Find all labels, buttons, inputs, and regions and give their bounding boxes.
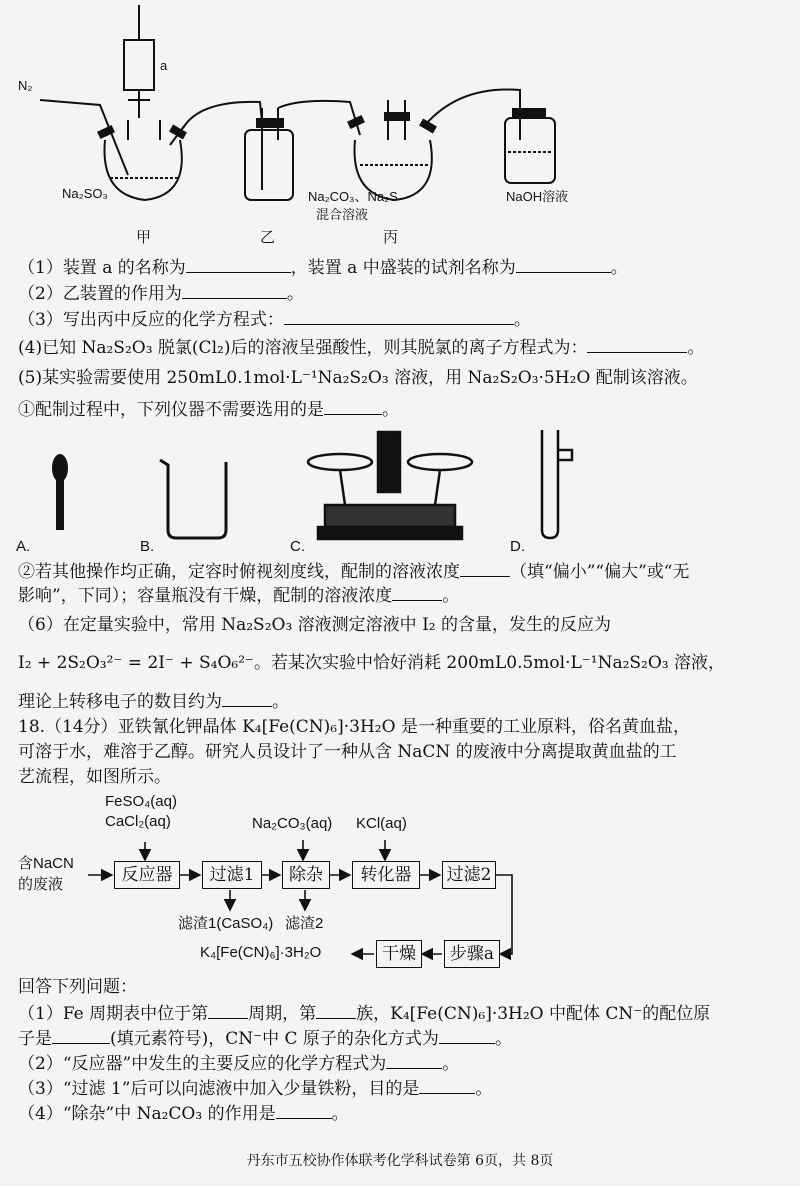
question-6: （6）在定量实验中，常用 Na₂S₂O₃ 溶液测定溶液中 I₂ 的含量，发生的反应为 xyxy=(18,615,611,635)
question-3: （3）写出丙中反应的化学方程式： 。 xyxy=(18,310,531,330)
feed-label-1: 含NaCN xyxy=(18,855,74,872)
answer-blank[interactable] xyxy=(316,1002,356,1019)
question-5-2-cont: 影响”，下同）；容量瓶没有干燥，配制的溶液浓度 。 xyxy=(18,586,460,606)
subq-2: （2）“反应器”中发生的主要反应的化学方程式为 。 xyxy=(18,1054,460,1074)
balance-image xyxy=(308,432,472,539)
answer-blank[interactable] xyxy=(52,1027,110,1044)
residue2-label: 滤渣2 xyxy=(285,915,324,932)
filter1-box: 过滤1 xyxy=(202,861,262,889)
answer-blank[interactable] xyxy=(222,690,272,707)
filter2-box: 过滤2 xyxy=(442,861,496,889)
feed-label-2: 的废液 xyxy=(18,876,64,893)
answer-blank[interactable] xyxy=(284,308,514,325)
question-6-equation: I₂ + 2S₂O₃²⁻ = 2I⁻ + S₄O₆²⁻。若某次实验中恰好消耗 200mL0.5mol·L⁻¹Na₂S₂O₃ 溶液， xyxy=(18,653,726,673)
jia-label: 甲 xyxy=(136,228,152,246)
answer-blank[interactable] xyxy=(276,1102,332,1119)
step-a-box: 步骤a xyxy=(444,940,500,968)
yi-label: 乙 xyxy=(260,228,276,246)
answer-blank[interactable] xyxy=(419,1077,475,1094)
input-cacl2: CaCl₂(aq) xyxy=(105,813,171,830)
dropping-funnel-a xyxy=(124,40,154,90)
naoh-bottle xyxy=(505,118,555,183)
bottle-yi xyxy=(245,130,293,200)
residue1-label: 滤渣1(CaSO₄) xyxy=(178,915,274,932)
reactor-box: 反应器 xyxy=(114,861,180,889)
answer-blank[interactable] xyxy=(182,282,287,299)
question-18-line-1: 18.（14分）亚铁氰化钾晶体 K₄[Fe(CN)₆]·3H₂O 是一种重要的工业原料，俗名黄血盐， xyxy=(18,717,690,737)
side-arm-tube-image xyxy=(542,430,572,538)
answer-blank[interactable] xyxy=(439,1027,495,1044)
purify-box: 除杂 xyxy=(282,861,330,889)
question-18-line-3: 艺流程，如图所示。 xyxy=(18,767,171,787)
converter-box: 转化器 xyxy=(352,861,420,889)
answer-blank[interactable] xyxy=(186,256,291,273)
n2-label: N₂ xyxy=(18,78,33,93)
answer-blank[interactable] xyxy=(392,584,442,601)
instrument-images xyxy=(0,420,800,550)
dropper-image xyxy=(52,454,68,530)
funnel-a-label: a xyxy=(160,58,168,73)
apparatus-diagram xyxy=(0,0,800,250)
page-footer: 丹东市五校协作体联考化学科试卷第 6页，共 8页 xyxy=(246,1153,554,1169)
question-5-2: ②若其他操作均正确，定容时俯视刻度线，配制的溶液浓度 （填“偏小”“偏大”或“无 xyxy=(18,562,690,582)
answer-intro: 回答下列问题： xyxy=(18,977,137,997)
input-kcl: KCl(aq) xyxy=(356,815,407,832)
subq-4: （4）“除杂”中 Na₂CO₃ 的作用是 。 xyxy=(18,1104,349,1124)
answer-blank[interactable] xyxy=(587,336,687,353)
question-1: （1）装置 a 的名称为 ，装置 a 中盛装的试剂名称为 。 xyxy=(18,258,628,278)
naoh-label: NaOH溶液 xyxy=(506,189,569,204)
bing-label: 丙 xyxy=(383,228,399,246)
product-label: K₄[Fe(CN)₆]·3H₂O xyxy=(200,944,322,961)
input-feso4: FeSO₄(aq) xyxy=(105,793,177,810)
choice-b[interactable]: B. xyxy=(140,538,155,555)
question-6-cont: 理论上转移电子的数目约为 。 xyxy=(18,692,289,712)
choice-a[interactable]: A. xyxy=(16,538,31,555)
answer-blank[interactable] xyxy=(386,1052,442,1069)
answer-blank[interactable] xyxy=(324,398,382,415)
input-na2co3: Na₂CO₃(aq) xyxy=(252,815,333,832)
dry-box: 干燥 xyxy=(376,940,422,968)
answer-blank[interactable] xyxy=(460,560,510,577)
bing-reagent-label: Na₂CO₃、Na₂S xyxy=(308,189,398,204)
subq-1: （1）Fe 周期表中位于第 周期，第 族，K₄[Fe(CN)₆]·3H₂O 中配体 CN⁻的配位原 xyxy=(18,1004,711,1024)
subq-3: （3）“过滤 1”后可以向滤液中加入少量铁粉，目的是 。 xyxy=(18,1079,493,1099)
question-18-line-2: 可溶于水，难溶于乙醇。研究人员设计了一种从含 NaCN 的废液中分离提取黄血盐的工 xyxy=(18,742,677,762)
jia-reagent-label: Na₂SO₃ xyxy=(62,186,108,201)
answer-blank[interactable] xyxy=(516,256,611,273)
question-5-1: ①配制过程中，下列仪器不需要选用的是 。 xyxy=(18,400,399,420)
question-5: (5)某实验需要使用 250mL0.1mol·L⁻¹Na₂S₂O₃ 溶液，用 Na₂S₂O₃·5H₂O 配制该溶液。 xyxy=(18,368,698,388)
question-2: （2）乙装置的作用为 。 xyxy=(18,284,304,304)
question-4: (4)已知 Na₂S₂O₃ 脱氯(Cl₂)后的溶液呈强酸性，则其脱氯的离子方程式为： 。 xyxy=(18,338,705,358)
subq-1-cont: 子是 (填元素符号)，CN⁻中 C 原子的杂化方式为 。 xyxy=(18,1029,512,1049)
flask-jia xyxy=(105,140,182,200)
n2-inlet-tube xyxy=(40,100,128,175)
choice-c[interactable]: C. xyxy=(290,538,305,555)
answer-blank[interactable] xyxy=(208,1002,248,1019)
beaker-image xyxy=(160,460,226,538)
choice-d[interactable]: D. xyxy=(510,538,525,555)
bing-reagent-label-2: 混合溶液 xyxy=(316,207,369,222)
